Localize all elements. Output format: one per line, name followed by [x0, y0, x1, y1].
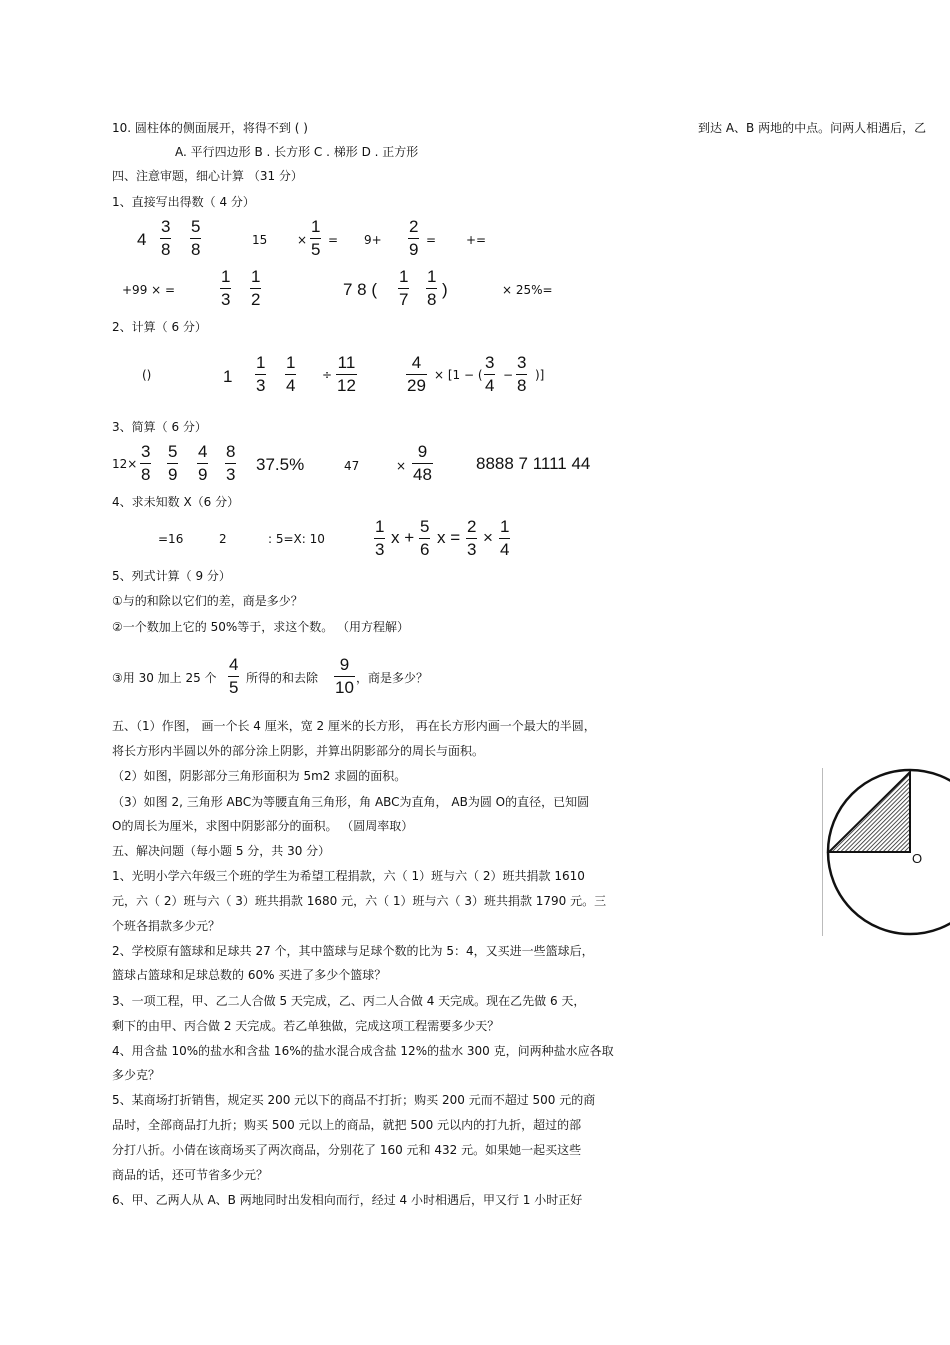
- part5-q1: ①与的和除以它们的差，商是多少？: [112, 594, 303, 608]
- fraction: 2 9: [409, 217, 419, 259]
- expr-text: 7 8 (: [343, 280, 378, 299]
- part3-title: 3、简算（ 6 分）: [112, 420, 207, 434]
- sec5b-q4-line1: 4、用含盐 10%的盐水和含盐 16%的盐水混合成含盐 12%的盐水 300 克，问两种盐水应各取: [112, 1044, 614, 1058]
- fraction: 1 4: [500, 517, 510, 559]
- fraction: 3 4: [485, 353, 495, 395]
- expr-text: ÷: [322, 368, 333, 382]
- expr-text: −: [503, 368, 514, 382]
- sec5a-line3: （2）如图，阴影部分三角形面积为 5m2 求圆的面积。: [112, 769, 407, 783]
- section4-title: 四、注意审题，细心计算 （31 分）: [112, 169, 303, 183]
- expr-text: 47: [344, 459, 360, 473]
- expr-text: ×: [297, 233, 308, 247]
- fraction: 3 8: [141, 442, 151, 484]
- expr-text: ×: [396, 459, 407, 473]
- fraction: 1 5: [311, 217, 321, 259]
- sec5b-title: 五、解决问题（每小题 5 分，共 30 分）: [112, 844, 331, 858]
- expr-text: ，商是多少？: [356, 671, 429, 685]
- expr-text: ③用 30 加上 25 个: [112, 671, 217, 685]
- sec5b-q2-line1: 2、学校原有篮球和足球共 27 个，其中篮球与足球个数的比为 5：4，又买进一些篮球后，: [112, 944, 594, 958]
- expr-text: x =: [437, 528, 461, 547]
- right-page-fragment: 到达 A、B 两地的中点。问两人相遇后，乙: [698, 121, 927, 135]
- fraction: 1 7: [399, 267, 409, 309]
- sec5b-q5-line3: 分打八折。小倩在该商场买了两次商品，分别花了 160 元和 432 元。如果她一起买这些: [112, 1143, 582, 1157]
- sec5b-q3-line2: 剩下的由甲、丙合做 2 天完成。若乙单独做，完成这项工程需要多少天？: [112, 1019, 500, 1033]
- fraction: 1 4: [286, 353, 296, 395]
- fraction: 1 3: [221, 267, 231, 309]
- sec5a-line1: 五、（1）作图， 画一个长 4 厘米，宽 2 厘米的长方形， 再在长方形内画一个最大的半圆，: [112, 719, 596, 733]
- fraction: 1 3: [256, 353, 266, 395]
- part5-title: 5、列式计算（ 9 分）: [112, 569, 231, 583]
- expr-text: × [1 − (: [434, 368, 483, 382]
- q10-options: A. 平行四边形 B . 长方形 C . 梯形 D . 正方形: [175, 145, 419, 159]
- expr-text: +=: [466, 233, 487, 247]
- sec5b-q6-line1: 6、甲、乙两人从 A、B 两地同时出发相向而行，经过 4 小时相遇后，甲又行 1 小时正好: [112, 1193, 583, 1207]
- expr-text: =16: [158, 532, 184, 546]
- expr-text: +99 × =: [122, 283, 176, 297]
- part2-title: 2、计算（ 6 分）: [112, 320, 207, 334]
- fraction: 5 8: [191, 217, 201, 259]
- fraction: 4 29: [407, 353, 426, 395]
- expr-text: =: [328, 233, 339, 247]
- fraction: 9 10: [335, 655, 354, 697]
- sec5b-q4-line2: 多少克？: [112, 1068, 161, 1082]
- part1-title: 1、直接写出得数（ 4 分）: [112, 195, 255, 209]
- expr-text: 9+: [364, 233, 382, 247]
- expr-text: 8888 7 1111 44: [476, 454, 591, 473]
- fraction: 3 8: [161, 217, 171, 259]
- fraction: 1 3: [375, 517, 385, 559]
- fraction: 11 12: [337, 353, 356, 395]
- expr-text: 4: [137, 230, 147, 249]
- circle-triangle-figure: [822, 768, 950, 936]
- expr-text: 37.5%: [256, 455, 305, 474]
- expr-text: x +: [391, 528, 415, 547]
- sec5b-q1-line1: 1、光明小学六年级三个班的学生为希望工程捐款，六（ 1）班与六（ 2）班共捐款 1610: [112, 869, 585, 883]
- expr-text: 15: [252, 233, 268, 247]
- fraction: 4 5: [229, 655, 239, 697]
- fraction: 3 8: [517, 353, 527, 395]
- sec5b-q2-line2: 篮球占篮球和足球总数的 60% 买进了多少个篮球？: [112, 968, 387, 982]
- sec5b-q5-line2: 品时，全部商品打九折；购买 500 元以上的商品，就把 500 元以内的打九折，超过的部: [112, 1118, 582, 1132]
- fraction: 5 6: [420, 517, 430, 559]
- part5-q2: ②一个数加上它的 50%等于，求这个数。 （用方程解）: [112, 620, 410, 634]
- expr-text: 2: [219, 532, 227, 546]
- part4-title: 4、求未知数 X（6 分）: [112, 495, 240, 509]
- center-label: O: [912, 851, 923, 866]
- sec5a-line4: （3）如图 2, 三角形 ABC为等腰直角三角形，角 ABC为直角， AB为圆 O的直径，已知圆: [112, 795, 590, 809]
- fraction: 2 3: [467, 517, 477, 559]
- expr-text: ): [442, 280, 448, 299]
- fraction: 5 9: [168, 442, 178, 484]
- fraction: 9 48: [413, 442, 432, 484]
- q10-stem: 10. 圆柱体的侧面展开，将得不到 ( ): [112, 121, 308, 135]
- sec5b-q1-line3: 个班各捐款多少元？: [112, 919, 221, 933]
- sec5b-q5-line1: 5、某商场打折销售，规定买 200 元以下的商品不打折；购买 200 元而不超过 500 元的商: [112, 1093, 596, 1107]
- expr-text: 所得的和去除: [246, 671, 319, 685]
- fraction: 8 3: [226, 442, 236, 484]
- expr-text: ×: [483, 528, 493, 547]
- expr-text: )]: [535, 368, 545, 382]
- sec5a-line5: O的周长为厘米，求图中阴影部分的面积。 （圆周率取）: [112, 819, 414, 833]
- sec5b-q3-line1: 3、一项工程，甲、乙二人合做 5 天完成，乙、丙二人合做 4 天完成。现在乙先做 6 天，: [112, 994, 586, 1008]
- shaded-triangle: [829, 772, 910, 852]
- expr-text: 12×: [112, 457, 138, 471]
- expr-text: : 5=X: 10: [268, 532, 325, 546]
- fraction: 4 9: [198, 442, 208, 484]
- expr-text: × 25%=: [502, 283, 553, 297]
- expr-text: (): [142, 368, 152, 382]
- sec5b-q5-line4: 商品的话，还可节省多少元？: [112, 1168, 269, 1182]
- fraction: 1 2: [251, 267, 261, 309]
- sec5a-line2: 将长方形内半圆以外的部分涂上阴影，并算出阴影部分的周长与面积。: [112, 744, 485, 758]
- expr-text: 1: [223, 367, 233, 386]
- expr-text: =: [426, 233, 437, 247]
- sec5b-q1-line2: 元，六（ 2）班与六（ 3）班共捐款 1680 元，六（ 1）班与六（ 3）班共捐款 1790 元。三: [112, 894, 607, 908]
- fraction: 1 8: [427, 267, 437, 309]
